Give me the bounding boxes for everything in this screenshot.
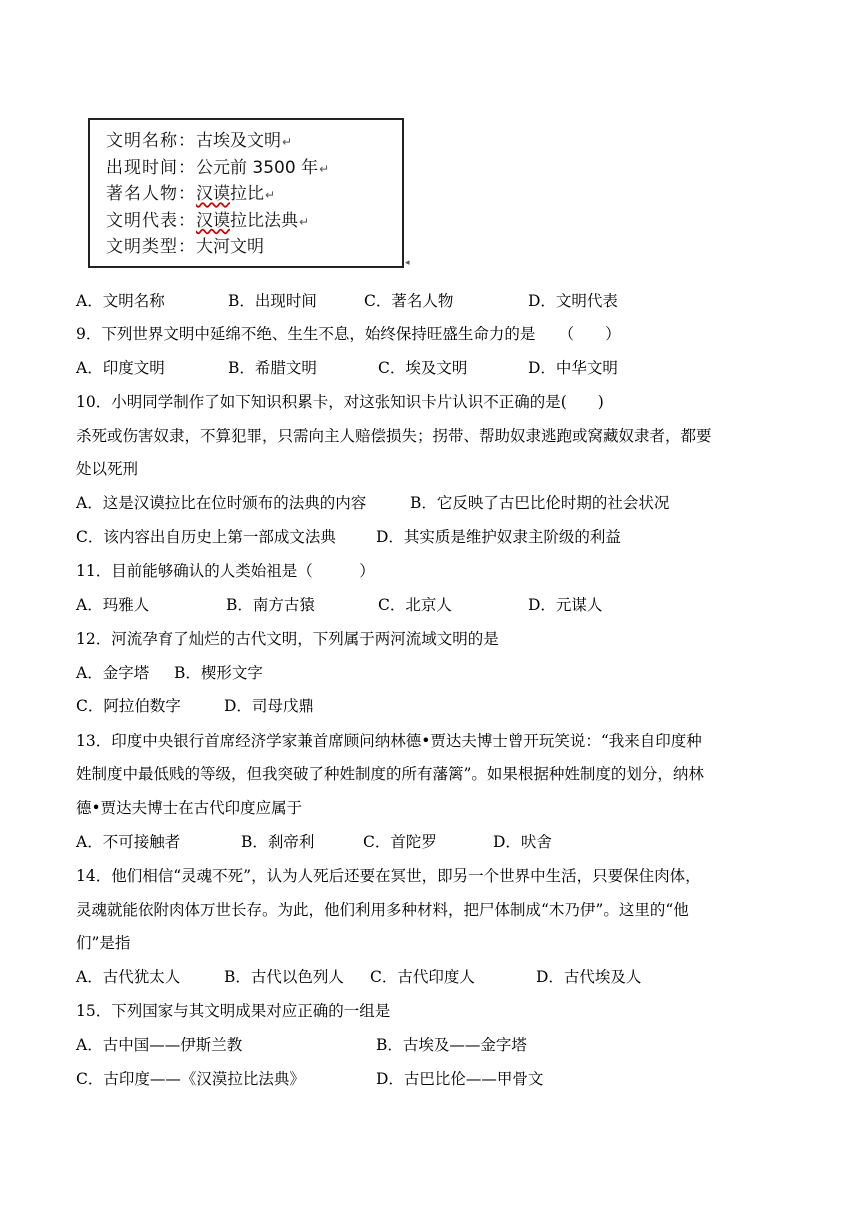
option-c: C．北京人: [378, 596, 452, 614]
q10-stem: 10．小明同学制作了如下知识积累卡，对这张知识卡片认识不正确的是( ): [76, 393, 604, 411]
q10-material: 处以死刑: [76, 460, 139, 478]
option-c: C．该内容出自历史上第一部成文法典: [76, 528, 336, 546]
return-mark-icon: ↵: [319, 161, 330, 176]
card-row-time: [106, 155, 402, 182]
q10-options-ab: [76, 491, 669, 515]
option-b: B．它反映了古巴比伦时期的社会状况: [410, 494, 670, 512]
q9-stem: 9．下列世界文明中延绵不绝、生生不息，始终保持旺盛生命力的是 （ ）: [76, 325, 621, 343]
card-value-underlined: 汉谟: [196, 210, 230, 231]
q13-stem: 姓制度中最低贱的等级，但我突破了种姓制度的所有藩篱”。如果根据种姓制度的划分，纳林: [76, 765, 704, 783]
q14-options: [76, 965, 641, 989]
knowledge-card: [88, 118, 404, 268]
option-b: B．出现时间: [228, 292, 317, 310]
option-c: C．首陀罗: [363, 833, 437, 851]
option-c: C．古印度——《汉漠拉比法典》: [76, 1070, 305, 1088]
option-a: A．这是汉谟拉比在位时颁布的法典的内容: [76, 494, 367, 512]
option-c: C．著名人物: [364, 292, 454, 310]
card-value-underlined: 汉谟: [196, 184, 230, 204]
option-a: A．文明名称: [76, 292, 165, 310]
option-d: D．中华文明: [528, 359, 618, 377]
q11-options: [76, 593, 602, 617]
card-row-person: [106, 181, 402, 208]
option-d: D．吠舍: [493, 833, 552, 851]
card-key: 著名人物：: [106, 184, 196, 204]
card-key: 出现时间：: [106, 157, 196, 178]
anchor-mark-icon: ◂: [405, 258, 410, 268]
q15-options-cd: [76, 1067, 543, 1091]
q10-options-cd: [76, 525, 621, 549]
option-a: A．金字塔: [76, 664, 150, 682]
option-d: D．司母戊鼎: [224, 697, 314, 715]
option-b: B．希腊文明: [228, 359, 317, 377]
q13-stem: 德•贾达夫博士在古代印度应属于: [76, 799, 303, 817]
card-value: 大河文明: [196, 237, 264, 257]
q15-options-ab: [76, 1033, 527, 1057]
option-a: A．不可接触者: [76, 833, 181, 851]
option-c: C．阿拉伯数字: [76, 697, 181, 715]
q13-options: [76, 830, 552, 854]
return-mark-icon: ↵: [282, 135, 293, 149]
q14-stem: 14．他们相信“灵魂不死”，认为人死后还要在冥世，即另一个世界中生活，只要保住肉体，: [76, 867, 701, 885]
q13-stem: 13．印度中央银行首席经济学家兼首席顾问纳林德•贾达夫博士曾开玩笑说：“我来自印度种: [76, 732, 702, 750]
option-d: D．文明代表: [528, 292, 618, 310]
card-row-name: [106, 128, 402, 155]
q8-options: [76, 289, 618, 313]
q14-stem: 们”是指: [76, 934, 131, 952]
card-key: 文明代表：: [106, 210, 196, 231]
option-d: D．元谋人: [528, 596, 603, 614]
card-value: 古埃及文明: [196, 131, 281, 151]
q10-material: 杀死或伤害奴隶，不算犯罪，只需向主人赔偿损失；拐带、帮助奴隶逃跑或窝藏奴隶者，都要: [76, 427, 712, 445]
card-value: 拉比: [230, 184, 264, 204]
option-c: C．古代印度人: [370, 968, 475, 986]
card-value: 拉比法典: [230, 210, 298, 231]
card-row-representative: [106, 208, 402, 235]
option-d: D．其实质是维护奴隶主阶级的利益: [376, 528, 621, 546]
card-row-type: [106, 234, 402, 261]
q12-options-ab: [76, 661, 263, 685]
option-a: A．印度文明: [76, 359, 165, 377]
option-b: B．古埃及——金字塔: [376, 1036, 527, 1054]
card-key: 文明名称：: [106, 131, 196, 151]
option-b: B．南方古猿: [226, 596, 315, 614]
option-b: B．刹帝利: [241, 833, 315, 851]
option-d: D．古代埃及人: [536, 968, 642, 986]
q14-stem: 灵魂就能依附肉体万世长存。为此，他们利用多种材料，把尸体制成“木乃伊”。这里的“他: [76, 901, 689, 919]
option-a: A．古中国——伊斯兰教: [76, 1036, 243, 1054]
q15-stem: 15．下列国家与其文明成果对应正确的一组是: [76, 1002, 391, 1020]
q9-options: [76, 356, 618, 380]
option-b: B．古代以色列人: [224, 968, 344, 986]
q11-stem: 11．目前能够确认的人类始祖是（ ）: [76, 562, 375, 580]
option-d: D．古巴比伦——甲骨文: [376, 1070, 544, 1088]
option-c: C．埃及文明: [378, 359, 468, 377]
option-a: A．玛雅人: [76, 596, 150, 614]
return-mark-icon: ↵: [299, 214, 310, 229]
q12-options-cd: [76, 694, 314, 718]
return-mark-icon: ↵: [265, 188, 276, 202]
option-a: A．古代犹太人: [76, 968, 181, 986]
card-value: 公元前 3500 年: [196, 157, 319, 178]
q12-stem: 12．河流孕育了灿烂的古代文明，下列属于两河流域文明的是: [76, 630, 499, 648]
option-b: B．楔形文字: [174, 664, 263, 682]
card-key: 文明类型：: [106, 237, 196, 257]
